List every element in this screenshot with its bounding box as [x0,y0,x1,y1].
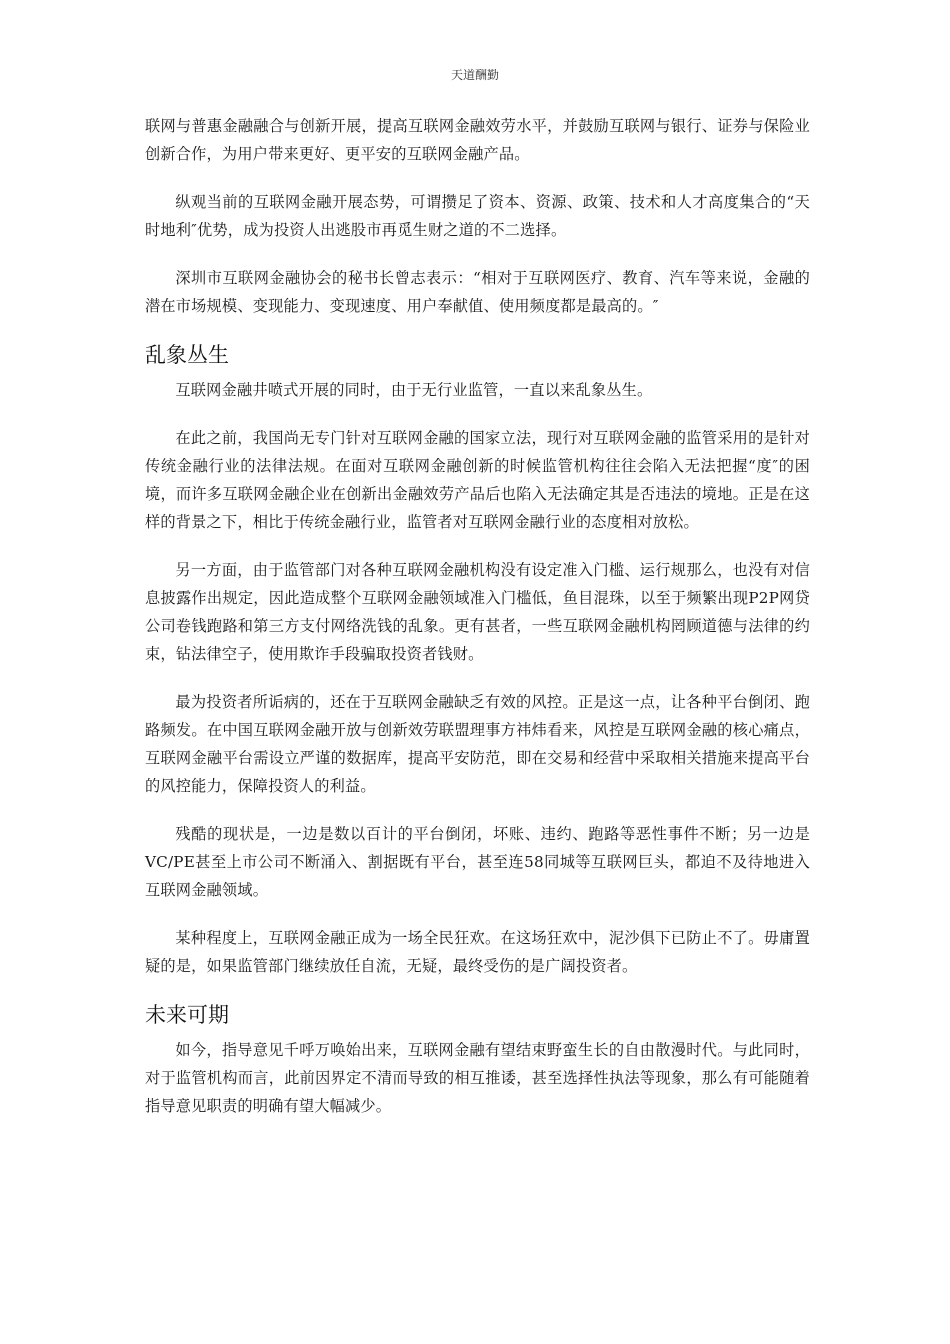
paragraph-9: 某种程度上，互联网金融正成为一场全民狂欢。在这场狂欢中，泥沙俱下已防止不了。毋庸置疑的是，如果监管部门继续放任自流，无疑，最终受伤的是广阔投资者。 [145,929,810,975]
paragraph-5: 在此之前，我国尚无专门针对互联网金融的国家立法，现行对互联网金融的监管采用的是针对传统金融行业的法律法规。在面对互联网金融创新的时候监管机构往往会陷入无法把握“度″的困境，而许多互联网金融企业在创新出金融效劳产品后也陷入无法确定其是否违法的境地。正是在这样的背景之下，相比于传统金融行业，监管者对互联网金融行业的态度相对放松。 [145,429,810,531]
paragraph-3: 深圳市互联网金融协会的秘书长曾志表示：“相对于互联网医疗、教育、汽车等来说，金融的潜在市场规模、变现能力、变现速度、用户奉献值、使用频度都是最高的。″ [145,269,810,315]
section-heading-future: 未来可期 [145,1003,229,1027]
document-body [145,112,810,1140]
paragraph-4: 互联网金融井喷式开展的同时，由于无行业监管，一直以来乱象丛生。 [175,381,653,399]
paragraph-8: 残酷的现状是，一边是数以百计的平台倒闭，坏账、违约、跑路等恶性事件不断；另一边是VC/PE甚至上市公司不断涌入、割据既有平台，甚至连58同城等互联网巨头，都迫不及待地进入互联网金融领域。 [145,825,810,899]
paragraph-10: 如今，指导意见千呼万唤始出来，互联网金融有望结束野蛮生长的自由散漫时代。与此同时，对于监管机构而言，此前因界定不清而导致的相互推诿，甚至选择性执法等现象，那么有可能随着指导意见职责的明确有望大幅减少。 [145,1041,810,1115]
page-header: 天道酬勤 [450,68,499,82]
section-heading-chaos: 乱象丛生 [145,343,229,367]
paragraph-7: 最为投资者所诟病的，还在于互联网金融缺乏有效的风控。正是这一点，让各种平台倒闭、跑路频发。在中国互联网金融开放与创新效劳联盟理事方祎炜看来，风控是互联网金融的核心痛点，互联网金融平台需设立严谨的数据库，提高平安防范，即在交易和经营中采取相关措施来提高平台的风控能力，保障投资人的利益。 [145,693,810,795]
paragraph-6: 另一方面，由于监管部门对各种互联网金融机构没有设定准入门槛、运行规那么，也没有对信息披露作出规定，因此造成整个互联网金融领域准入门槛低，鱼目混珠，以至于频繁出现P2P网贷公司卷钱跑路和第三方支付网络洗钱的乱象。更有甚者，一些互联网金融机构罔顾道德与法律的约束，钻法律空子，使用欺诈手段骗取投资者钱财。 [145,561,810,663]
paragraph-2: 纵观当前的互联网金融开展态势，可谓攒足了资本、资源、政策、技术和人才高度集合的“天时地利″优势，成为投资人出逃股市再觅生财之道的不二选择。 [145,193,810,239]
paragraph-1: 联网与普惠金融融合与创新开展，提高互联网金融效劳水平，并鼓励互联网与银行、证券与保险业创新合作，为用户带来更好、更平安的互联网金融产品。 [145,117,810,163]
